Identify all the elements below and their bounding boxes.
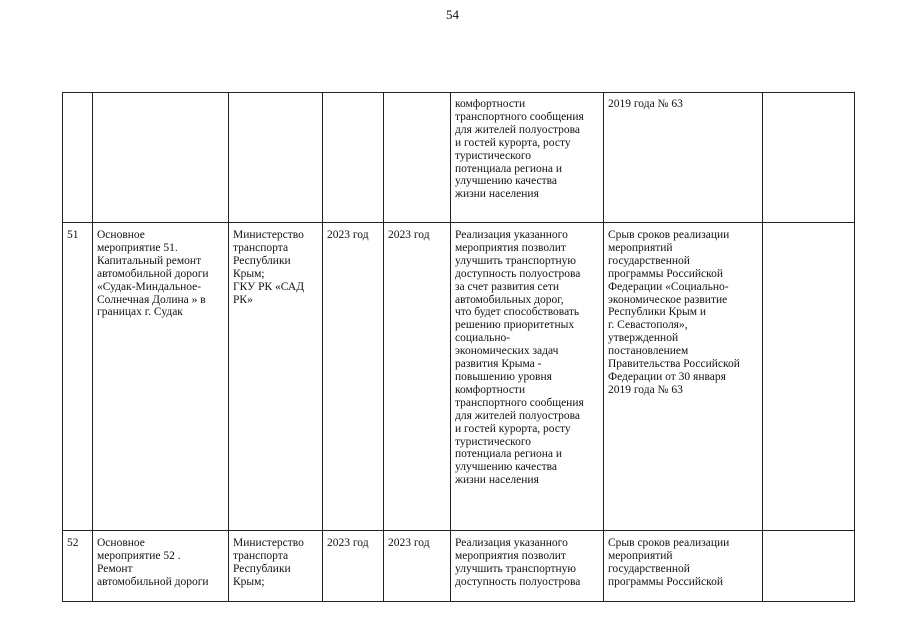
cell-end-year: 2023 год	[384, 531, 451, 602]
cell-expected-result: комфортности транспортного сообщения для жителей полуострова и гостей курорта, росту туристического потенциала региона и улучшению качества жизни населения	[451, 93, 604, 223]
cell-measure-name: Основное мероприятие 51. Капитальный ремонт автомобильной дороги «Судак-Миндальное- Солнечная Долина » в границах г. Судак	[93, 223, 229, 531]
cell-expected-result: Реализация указанного мероприятия позволит улучшить транспортную доступность полуострова	[451, 531, 604, 602]
cell-extra	[763, 93, 855, 223]
cell-end-year	[384, 93, 451, 223]
cell-extra	[763, 531, 855, 602]
cell-number: 51	[63, 223, 93, 531]
cell-end-year: 2023 год	[384, 223, 451, 531]
cell-number	[63, 93, 93, 223]
cell-consequence: Срыв сроков реализации мероприятий государственной программы Российской	[604, 531, 763, 602]
table-row	[63, 531, 855, 602]
table-row	[63, 223, 855, 531]
cell-number: 52	[63, 531, 93, 602]
cell-executor	[229, 93, 323, 223]
cell-extra	[763, 223, 855, 531]
page-number: 54	[446, 7, 459, 22]
cell-consequence: Срыв сроков реализации мероприятий государственной программы Российской Федерации «Социально- экономическое развитие Республики Крым и г. Севастополя», утвержденной постановлением Правительства Российской Федерации от 30 января 2019 года № 63	[604, 223, 763, 531]
cell-start-year: 2023 год	[323, 531, 384, 602]
table-row	[63, 93, 855, 223]
cell-expected-result: Реализация указанного мероприятия позволит улучшить транспортную доступность полуострова за счет развития сети автомобильных дорог, что будет способствовать решению приоритетных социально- экономических задач развития Крыма - повышению уровня комфортности транспортного сообщения для жителей полуострова и гостей курорта, росту туристического потенциала региона и улучшению качества жизни населения	[451, 223, 604, 531]
cell-executor: Министерство транспорта Республики Крым; ГКУ РК «САД РК»	[229, 223, 323, 531]
cell-start-year: 2023 год	[323, 223, 384, 531]
cell-measure-name: Основное мероприятие 52 . Ремонт автомобильной дороги	[93, 531, 229, 602]
cell-consequence: 2019 года № 63	[604, 93, 763, 223]
program-table	[62, 92, 855, 602]
cell-start-year	[323, 93, 384, 223]
cell-executor: Министерство транспорта Республики Крым;	[229, 531, 323, 602]
cell-measure-name	[93, 93, 229, 223]
